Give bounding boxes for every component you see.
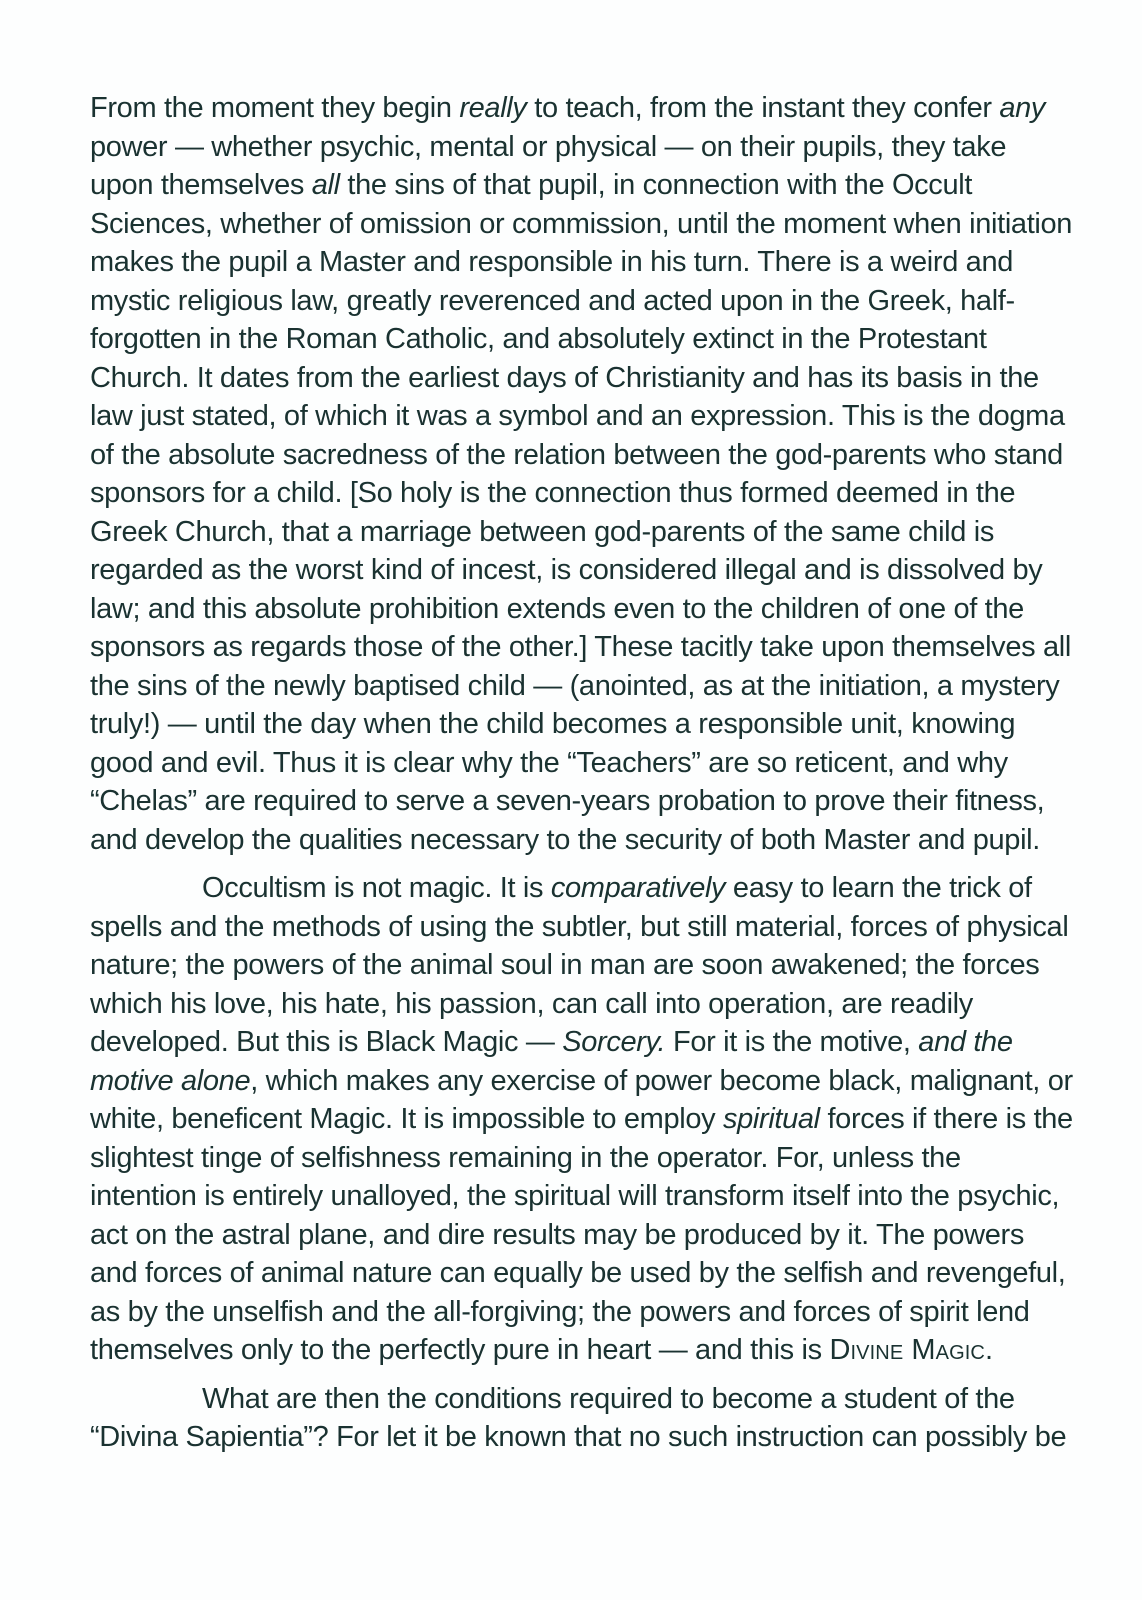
paragraph — [90, 89, 1100, 859]
smallcaps-text: Divine Magic — [829, 1334, 985, 1366]
text-line — [90, 1216, 1100, 1255]
italic-text: Sorcery. — [562, 1026, 666, 1058]
italic-text: and the — [918, 1026, 1013, 1058]
text-line — [90, 397, 1100, 436]
text-segment: and forces of animal nature can equally be used by the selfish and revengeful, — [90, 1257, 1066, 1289]
text-line — [90, 1100, 1100, 1139]
text-segment: makes the pupil a Master and responsible in his turn. There is a weird and — [90, 246, 1014, 278]
text-line — [90, 436, 1100, 475]
text-segment: mystic religious law, greatly reverenced and acted upon in the Greek, half- — [90, 284, 1015, 317]
text-segment: “Chelas” are required to serve a seven-years probation to prove their fitness, — [90, 785, 1045, 817]
text-segment: act on the astral plane, and dire results may be produced by it. The powers — [90, 1218, 1024, 1251]
text-segment: sponsors for a child. [So holy is the connection thus formed deemed in the — [90, 477, 1016, 509]
italic-text: really — [459, 92, 527, 124]
text-line — [90, 1418, 1100, 1457]
text-line — [90, 513, 1100, 552]
text-segment: slightest tinge of selfishness remaining in the operator. For, unless the — [90, 1141, 961, 1174]
text-segment: which his love, his hate, his passion, can call into operation, are readily — [90, 987, 973, 1020]
paragraph — [90, 869, 1100, 1370]
text-segment: nature; the powers of the animal soul in man are soon awakened; the forces — [90, 949, 1040, 981]
text-line — [90, 821, 1100, 860]
text-segment: Church. It dates from the earliest days of Christianity and has its basis in the — [90, 361, 1039, 394]
text-segment: . — [984, 1334, 993, 1366]
text-line — [90, 1139, 1100, 1178]
text-segment: Greek Church, that a marriage between god-parents of the same child is — [90, 515, 994, 548]
text-segment: intention is entirely unalloyed, the spiritual will transform itself into the psychic, — [90, 1180, 1060, 1212]
text-segment: sponsors as regards those of the other.] These tacitly take upon themselves all — [90, 631, 1071, 663]
text-line — [90, 667, 1100, 706]
text-segment: good and evil. Thus it is clear why the “Teachers” are so reticent, and why — [90, 746, 1008, 779]
text-segment: themselves only to the perfectly pure in heart — and this is — [90, 1334, 830, 1366]
text-segment: law; and this absolute prohibition extends even to the children of one of the — [90, 592, 1024, 625]
text-line — [90, 166, 1100, 205]
text-line — [90, 205, 1100, 244]
text-segment: white, beneficent Magic. It is impossible to employ — [90, 1103, 723, 1135]
body-text — [90, 89, 1100, 1457]
text-segment: the sins of the newly baptised child — (anointed, as at the initiation, a mystery — [90, 669, 1060, 702]
text-line — [90, 282, 1100, 321]
text-line — [90, 1331, 1100, 1370]
text-line — [90, 908, 1100, 947]
text-segment: developed. But this is Black Magic — — [90, 1026, 563, 1058]
text-line — [90, 320, 1100, 359]
text-segment: to teach, from the instant they confer — [526, 92, 1000, 124]
paragraph — [90, 1380, 1100, 1457]
text-line — [90, 705, 1100, 744]
text-segment: For it is the motive, — [665, 1026, 919, 1058]
text-segment: spells and the methods of using the subtler, but still material, forces of physical — [90, 910, 1069, 943]
text-segment: and develop the qualities necessary to the security of both Master and pupil. — [90, 823, 1040, 856]
text-line — [90, 744, 1100, 783]
text-segment: the sins of that pupil, in connection with the Occult — [339, 169, 973, 201]
text-segment: upon themselves — [90, 169, 312, 201]
text-segment: law just stated, of which it was a symbol and an expression. This is the dogma — [90, 400, 1065, 432]
text-segment: easy to learn the trick of — [725, 872, 1032, 904]
text-segment: forces if there is the — [819, 1103, 1073, 1135]
text-line — [90, 1062, 1100, 1101]
text-line — [90, 128, 1100, 167]
text-segment: power — whether psychic, mental or physical — on their pupils, they take — [90, 130, 1007, 163]
text-segment: From the moment they begin — [90, 92, 460, 124]
text-segment: What are then the conditions required to become a student of the — [202, 1382, 1015, 1415]
text-segment: “Divina Sapientia”? For let it be known that no such instruction can possibly be — [90, 1421, 1067, 1453]
text-segment: regarded as the worst kind of incest, is considered illegal and is dissolved by — [90, 554, 1043, 586]
italic-text: motive alone — [90, 1064, 251, 1097]
italic-text: spiritual — [722, 1103, 820, 1135]
text-line — [90, 628, 1100, 667]
text-line — [90, 869, 1100, 908]
text-line — [90, 590, 1100, 629]
text-segment: as by the unselfish and the all-forgiving; the powers and forces of spirit lend — [90, 1295, 1030, 1328]
text-line — [90, 551, 1100, 590]
text-line — [90, 1023, 1100, 1062]
text-line — [90, 782, 1100, 821]
text-line — [90, 1380, 1100, 1419]
text-line — [90, 243, 1100, 282]
text-line — [90, 1177, 1100, 1216]
text-line — [90, 985, 1100, 1024]
italic-text: all — [311, 169, 340, 201]
text-line — [90, 946, 1100, 985]
text-line — [90, 1293, 1100, 1332]
text-segment: forgotten in the Roman Catholic, and absolutely extinct in the Protestant — [90, 323, 987, 355]
italic-text: any — [999, 92, 1046, 124]
text-line — [90, 1254, 1100, 1293]
text-segment: Occultism is not magic. It is — [202, 872, 551, 904]
text-line — [90, 359, 1100, 398]
text-line — [90, 89, 1100, 128]
text-segment: truly!) — until the day when the child becomes a responsible unit, knowing — [90, 708, 1016, 740]
text-segment: , which makes any exercise of power become black, malignant, or — [250, 1064, 1073, 1097]
italic-text: comparatively — [550, 872, 726, 904]
text-line — [90, 474, 1100, 513]
text-segment: Sciences, whether of omission or commission, until the moment when initiation — [90, 207, 1073, 240]
text-segment: of the absolute sacredness of the relation between the god-parents who stand — [90, 438, 1063, 471]
